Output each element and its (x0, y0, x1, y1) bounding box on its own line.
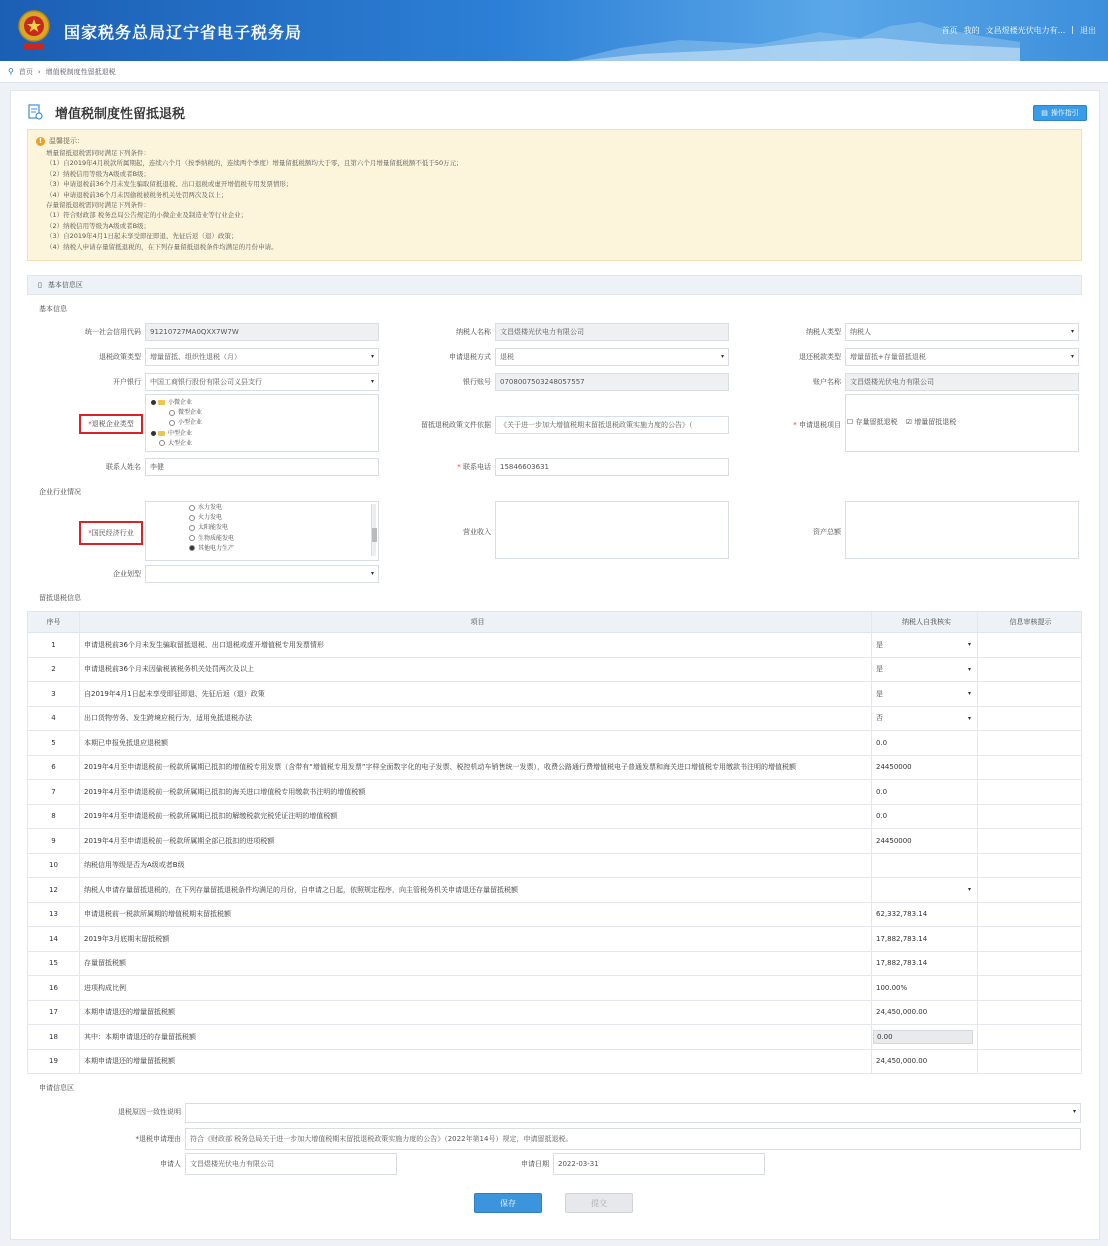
policy-type-value: 增量留抵、组织性退税（月） (150, 353, 241, 361)
detail-subtitle: 留抵退税信息 (39, 594, 81, 602)
row-item: 2019年4月至申请退税前一税款所属期全部已抵扣的进项税额 (80, 829, 872, 853)
industry-subtitle: 企业行业情况 (39, 488, 81, 496)
applicant-field[interactable]: 文昌煜楼光伏电力有限公司 (185, 1153, 397, 1175)
contact-label: 联系人姓名 (106, 463, 141, 471)
table-row (27, 952, 1082, 977)
row-value (872, 780, 978, 804)
row-check-hint (978, 927, 1083, 951)
expand-icon (151, 400, 156, 405)
row-value-text: 24450000 (876, 763, 912, 772)
refund-kind-select[interactable] (845, 348, 1079, 366)
row-item: 本期申请退还的增量留抵税额 (80, 1050, 872, 1074)
row-number: 12 (28, 878, 80, 902)
document-icon (27, 104, 43, 120)
col-no-header: 序号 (28, 612, 80, 632)
row-value (872, 805, 978, 829)
radio-icon (189, 505, 195, 511)
row-value-select[interactable] (872, 682, 978, 706)
revenue-label: 营业收入 (463, 528, 491, 536)
increment-refund-option[interactable]: 增量留抵退税 (914, 418, 957, 426)
enterprise-type-label (79, 414, 143, 434)
account-field: 0708007503248057557 (495, 373, 729, 391)
warning-icon: ! (36, 137, 45, 146)
row-number: 17 (28, 1001, 80, 1025)
applicant-label: 申请人 (160, 1160, 181, 1168)
row-value-select[interactable] (872, 707, 978, 731)
header-user-name[interactable]: 文昌煜楼光伏电力有... (985, 26, 1066, 35)
site-header (0, 0, 1108, 61)
tree-node[interactable]: 太阳能发电 (189, 523, 234, 533)
radio-icon (169, 410, 175, 416)
account-name-field: 文昌煜楼光伏电力有限公司 (845, 373, 1079, 391)
row-check-hint (978, 1001, 1083, 1025)
row-item: 2019年3月底期末留抵税额 (80, 927, 872, 951)
folder-icon (158, 431, 165, 436)
expand-icon (151, 431, 156, 436)
taxpayer-name-field: 文昌煜楼光伏电力有限公司 (495, 323, 729, 341)
tree-node[interactable]: 小型企业 (151, 418, 202, 428)
row-value-text: 17,882,783.14 (876, 959, 928, 968)
required-mark: * (88, 529, 92, 537)
revenue-field[interactable] (495, 501, 729, 559)
dropdown-arrow-icon: ▾ (1070, 353, 1074, 360)
row-value (872, 829, 978, 853)
table-header-row (27, 611, 1082, 633)
dropdown-arrow-icon: ▾ (967, 641, 971, 649)
dropdown-arrow-icon: ▾ (370, 353, 374, 360)
industry-label-text: 国民经济行业 (91, 529, 134, 537)
stock-refund-option[interactable]: 存量留抵退税 (855, 418, 898, 426)
row-check-hint (978, 633, 1083, 657)
checked-box-icon[interactable]: ☑ (905, 418, 913, 426)
row-check-hint (978, 829, 1083, 853)
dropdown-arrow-icon: ▾ (720, 353, 724, 360)
dropdown-arrow-icon: ▾ (967, 665, 971, 673)
dropdown-arrow-icon: ▾ (967, 690, 971, 698)
notice-line: 存量留抵退税需同时满足下列条件： (46, 201, 150, 210)
row-value (872, 952, 978, 976)
dropdown-arrow-icon: ▾ (967, 886, 971, 894)
row-item: 出口货物劳务、发生跨境应税行为，适用免抵退税办法 (80, 707, 872, 731)
enterprise-tree-list (151, 398, 202, 449)
row-value (872, 903, 978, 927)
row-value (872, 854, 978, 878)
notice-line: （1）自2019年4月税款所属期起，连续六个月（按季纳税的，连续两个季度）增量留抵税额均大于零，且第六个月增量留抵税额不低于50万元； (46, 159, 463, 168)
row-value-text: 17,882,783.14 (876, 934, 928, 943)
policy-file-label: 留抵退税政策文件依据 (421, 421, 491, 429)
credit-code-field: 91210727MA0QXX7W7W (145, 323, 379, 341)
apply-items-label-text: 申请退税项目 (799, 421, 841, 429)
unchecked-box-icon[interactable]: ☐ (847, 418, 854, 426)
col-check-header: 信息审核提示 (1009, 618, 1052, 626)
radio-icon (189, 525, 195, 531)
row-value-select[interactable] (872, 633, 978, 657)
statement-field[interactable]: 符合《财政部 税务总局关于进一步加大增值税期末留抵退税政策实施力度的公告》（2022年第14号）规定，申请留抵退税。 (185, 1128, 1081, 1150)
apply-subtitle: 申请信息区 (39, 1084, 74, 1092)
row-item: 2019年4月至申请退税前一税款所属期已抵扣的解缴税款完税凭证注明的增值税额 (80, 805, 872, 829)
notice-line: 增量留抵退税需同时满足下列条件： (46, 149, 150, 157)
notice-line: （2）纳税信用等级为A级或者B级； (46, 221, 151, 230)
required-mark: * (793, 421, 797, 429)
date-field[interactable]: 2022-03-31 (553, 1153, 765, 1175)
phone-label-text: 联系电话 (463, 463, 491, 471)
required-mark: * (88, 420, 92, 428)
row-number: 7 (28, 780, 80, 804)
table-row (27, 805, 1082, 830)
table-row (27, 927, 1082, 952)
row-check-hint (978, 658, 1083, 682)
row-number: 9 (28, 829, 80, 853)
scale-select[interactable] (145, 565, 379, 583)
table-body (27, 633, 1082, 1074)
row-check-hint (978, 976, 1083, 1000)
reason-label: 退税原因一致性说明 (118, 1108, 181, 1116)
radio-icon (189, 535, 195, 541)
table-row (27, 1001, 1082, 1026)
row-number: 4 (28, 707, 80, 731)
national-emblem-icon (16, 8, 52, 52)
tree-node[interactable]: 水力发电 (189, 503, 234, 513)
basic-section-title: 基本信息区 (47, 281, 83, 289)
policy-file-field[interactable]: 《关于进一步加大增值税期末留抵退税政策实施力度的公告》（ (495, 416, 729, 434)
policy-type-select[interactable] (145, 348, 379, 366)
table-row (27, 878, 1082, 903)
row-check-hint (978, 682, 1083, 706)
phone-label (391, 462, 491, 472)
notice-line: （1）符合财政部 税务总局公告规定的小微企业及制造业等行业企业； (46, 211, 248, 220)
row-number: 15 (28, 952, 80, 976)
book-icon: ▤ (1041, 109, 1048, 117)
row-value-text: 0.0 (876, 812, 888, 821)
assets-field[interactable] (845, 501, 1079, 559)
guide-button[interactable] (1033, 105, 1087, 121)
table-row (27, 731, 1082, 756)
selected-radio-icon (189, 545, 195, 551)
row-check-hint (978, 1050, 1083, 1074)
row-number: 10 (28, 854, 80, 878)
apply-items-label (741, 420, 841, 430)
row-value (872, 731, 978, 755)
tree-node[interactable]: 火力发电 (189, 513, 234, 523)
main-panel (10, 90, 1100, 1240)
table-row (27, 854, 1082, 879)
apply-items-checks (847, 417, 956, 427)
notice-line: （4）纳税人申请存量留抵退税的，在下列存量留抵退税条件均满足的月份申请。 (46, 242, 278, 251)
taxpayer-name-label: 纳税人名称 (456, 328, 491, 336)
radio-icon (159, 440, 165, 446)
account-name-label: 账户名称 (813, 378, 841, 386)
notice-line: （3）自2019年4月1日起未享受即征即退、先征后返（退）政策； (46, 232, 238, 241)
row-number: 6 (28, 756, 80, 780)
save-button[interactable]: 保存 (474, 1193, 542, 1213)
row-check-hint (978, 780, 1083, 804)
reason-select[interactable] (185, 1103, 1081, 1123)
row-value-text: 是 (876, 640, 883, 649)
row-number: 5 (28, 731, 80, 755)
row-check-hint (978, 731, 1083, 755)
table-row (27, 707, 1082, 732)
row-number: 8 (28, 805, 80, 829)
notice-title: 温馨提示： (49, 137, 84, 145)
row-value-text: 否 (876, 714, 883, 723)
basic-section-header (27, 275, 1082, 295)
tree-node[interactable]: 其他电力生产 (189, 544, 234, 554)
row-check-hint (978, 903, 1083, 927)
header-home-link[interactable]: 首页 (941, 26, 958, 35)
dropdown-arrow-icon: ▾ (370, 378, 374, 385)
contact-field[interactable]: 李健 (145, 458, 379, 476)
industry-label (79, 521, 143, 545)
tree-node[interactable]: 大型企业 (151, 439, 202, 449)
header-links (942, 25, 1096, 36)
row-check-hint (978, 878, 1083, 902)
row-value-text: 62,332,783.14 (876, 910, 928, 919)
breadcrumb (0, 61, 1108, 83)
row-value (872, 1001, 978, 1025)
row-number: 18 (28, 1025, 80, 1049)
refund-method-label: 申请退税方式 (449, 353, 491, 361)
table-row (27, 1025, 1082, 1050)
notice-line: （4）申请退税前36个月未因偷税被税务机关处罚两次及以上； (46, 190, 228, 199)
tree-node[interactable]: 生物质能发电 (189, 534, 234, 544)
row-value-text: 0.00 (873, 1030, 973, 1044)
notice-line: （2）纳税信用等级为A级或者B级； (46, 169, 151, 178)
row-value-text: 24,450,000.00 (876, 1008, 928, 1017)
radio-icon (169, 420, 175, 426)
date-label: 申请日期 (521, 1160, 549, 1168)
breadcrumb-separator: › (37, 67, 41, 76)
row-value (872, 1050, 978, 1074)
row-value-select[interactable] (872, 658, 978, 682)
refund-method-value: 退税 (500, 353, 514, 361)
folder-icon (158, 400, 165, 405)
row-number: 14 (28, 927, 80, 951)
dropdown-arrow-icon: ▾ (1072, 1108, 1076, 1115)
row-item: 申请退税前36个月未发生骗取留抵退税、出口退税或虚开增值税专用发票情形 (80, 633, 872, 657)
row-value-select[interactable] (872, 878, 978, 902)
col-value-header: 纳税人自我核实 (872, 612, 978, 632)
row-value (872, 1025, 978, 1049)
row-check-hint (978, 707, 1083, 731)
table-row (27, 756, 1082, 781)
row-number: 13 (28, 903, 80, 927)
row-value (872, 756, 978, 780)
header-separator: | (1071, 25, 1074, 34)
submit-button[interactable]: 提交 (565, 1193, 633, 1213)
basic-subtitle: 基本信息 (39, 305, 67, 313)
bank-label: 开户银行 (113, 378, 141, 386)
taxpayer-type-label: 纳税人类型 (806, 328, 841, 336)
industry-tree[interactable] (145, 501, 379, 561)
phone-field[interactable]: 15846603631 (495, 458, 729, 476)
dropdown-arrow-icon: ▾ (1070, 328, 1074, 335)
header-mine-link[interactable]: 我的 (963, 26, 980, 35)
dropdown-arrow-icon: ▾ (370, 570, 374, 577)
row-number: 19 (28, 1050, 80, 1074)
row-item: 本期已申报免抵退应退税额 (80, 731, 872, 755)
taxpayer-type-value: 纳税人 (850, 328, 871, 336)
account-label: 银行账号 (463, 378, 491, 386)
row-item: 纳税信用等级是否为A级或者B级 (80, 854, 872, 878)
row-value-text: 0.0 (876, 787, 888, 796)
scrollbar[interactable] (371, 504, 376, 556)
location-pin-icon: ⚲ (8, 67, 14, 76)
row-check-hint (978, 854, 1083, 878)
enterprise-type-label-text: 退税企业类型 (91, 420, 134, 428)
table-row (27, 633, 1082, 658)
table-row (27, 780, 1082, 805)
table-row (27, 1050, 1082, 1075)
row-value-text: 24,450,000.00 (876, 1057, 928, 1066)
row-value-text: 是 (876, 689, 883, 698)
radio-icon (189, 515, 195, 521)
industry-tree-list (189, 503, 234, 554)
breadcrumb-home[interactable]: 首页 (18, 67, 33, 76)
table-row (27, 976, 1082, 1001)
policy-type-label: 退税政策类型 (99, 353, 141, 361)
guide-button-label: 操作指引 (1050, 109, 1079, 117)
notice-box (27, 129, 1082, 261)
row-item: 本期申请退还的增量留抵税额 (80, 1001, 872, 1025)
row-item: 自2019年4月1日起未享受即征即退、先征后返（退）政策 (80, 682, 872, 706)
table-row (27, 829, 1082, 854)
row-check-hint (978, 1025, 1083, 1049)
row-item: 进项构成比例 (80, 976, 872, 1000)
statement-label: *退税申请理由 (135, 1135, 181, 1143)
row-value-text: 是 (876, 665, 883, 674)
table-row (27, 682, 1082, 707)
row-check-hint (978, 805, 1083, 829)
row-check-hint (978, 756, 1083, 780)
section-doc-icon: ▯ (38, 281, 42, 289)
page-header (27, 101, 1087, 123)
bank-value: 中国工商银行股份有限公司义县支行 (150, 378, 262, 386)
row-item: 存量留抵税额 (80, 952, 872, 976)
row-value (872, 976, 978, 1000)
refund-method-select[interactable] (495, 348, 729, 366)
tree-node[interactable]: 中型企业 (151, 429, 202, 439)
row-item: 2019年4月至申请退税前一税款所属期已抵扣的海关进口增值税专用缴款书注明的增值税额 (80, 780, 872, 804)
logout-link[interactable]: 退出 (1080, 26, 1096, 35)
row-check-hint (978, 952, 1083, 976)
row-value (872, 927, 978, 951)
dropdown-arrow-icon: ▾ (967, 714, 971, 722)
row-number: 16 (28, 976, 80, 1000)
row-item: 其中：本期申请退还的存量留抵税额 (80, 1025, 872, 1049)
credit-code-label: 统一社会信用代码 (85, 328, 141, 336)
site-title: 国家税务总局辽宁省电子税务局 (64, 23, 303, 42)
row-number: 1 (28, 633, 80, 657)
taxpayer-type-select[interactable] (845, 323, 1079, 341)
row-item: 申请退税前36个月未因偷税被税务机关处罚两次及以上 (80, 658, 872, 682)
row-item: 申请退税前一税款所属期的增值税期末留抵税额 (80, 903, 872, 927)
row-item: 纳税人申请存量留抵退税的，在下列存量留抵退税条件均满足的月份，自申请之日起，依照规定程序，向主管税务机关申请退还存量留抵税额 (80, 878, 872, 902)
refund-kind-value: 增量留抵+存量留抵退税 (850, 353, 926, 361)
row-value-text: 100.00% (876, 983, 908, 992)
row-value-text: 0.0 (876, 738, 888, 747)
row-number: 3 (28, 682, 80, 706)
scale-label: 企业划型 (113, 570, 141, 578)
breadcrumb-current: 增值税制度性留抵退税 (45, 67, 116, 76)
refund-kind-label: 退还税款类型 (799, 353, 841, 361)
notice-line: （3）申请退税前36个月未发生骗取留抵退税、出口退税或虚开增值税专用发票情形； (46, 180, 293, 189)
required-mark: * (457, 463, 461, 471)
detail-table (27, 611, 1082, 1074)
row-value-text: 24450000 (876, 836, 912, 845)
table-row (27, 903, 1082, 928)
col-item-header: 项目 (80, 612, 872, 632)
table-row (27, 658, 1082, 683)
row-number: 2 (28, 658, 80, 682)
tree-node[interactable]: 微型企业 (151, 408, 202, 418)
row-item: 2019年4月至申请退税前一税款所属期已抵扣的增值税专用发票（含带有“增值税专用发票”字样全面数字化的电子发票、税控机动车销售统一发票），收费公路通行费增值税电子普通发票和海关进口增值税专用缴款书注明的增值税额 (80, 756, 872, 780)
bank-select[interactable] (145, 373, 379, 391)
tree-node[interactable]: 小微企业 (151, 398, 202, 408)
assets-label: 资产总额 (813, 528, 841, 536)
page-title: 增值税制度性留抵退税 (55, 106, 186, 122)
